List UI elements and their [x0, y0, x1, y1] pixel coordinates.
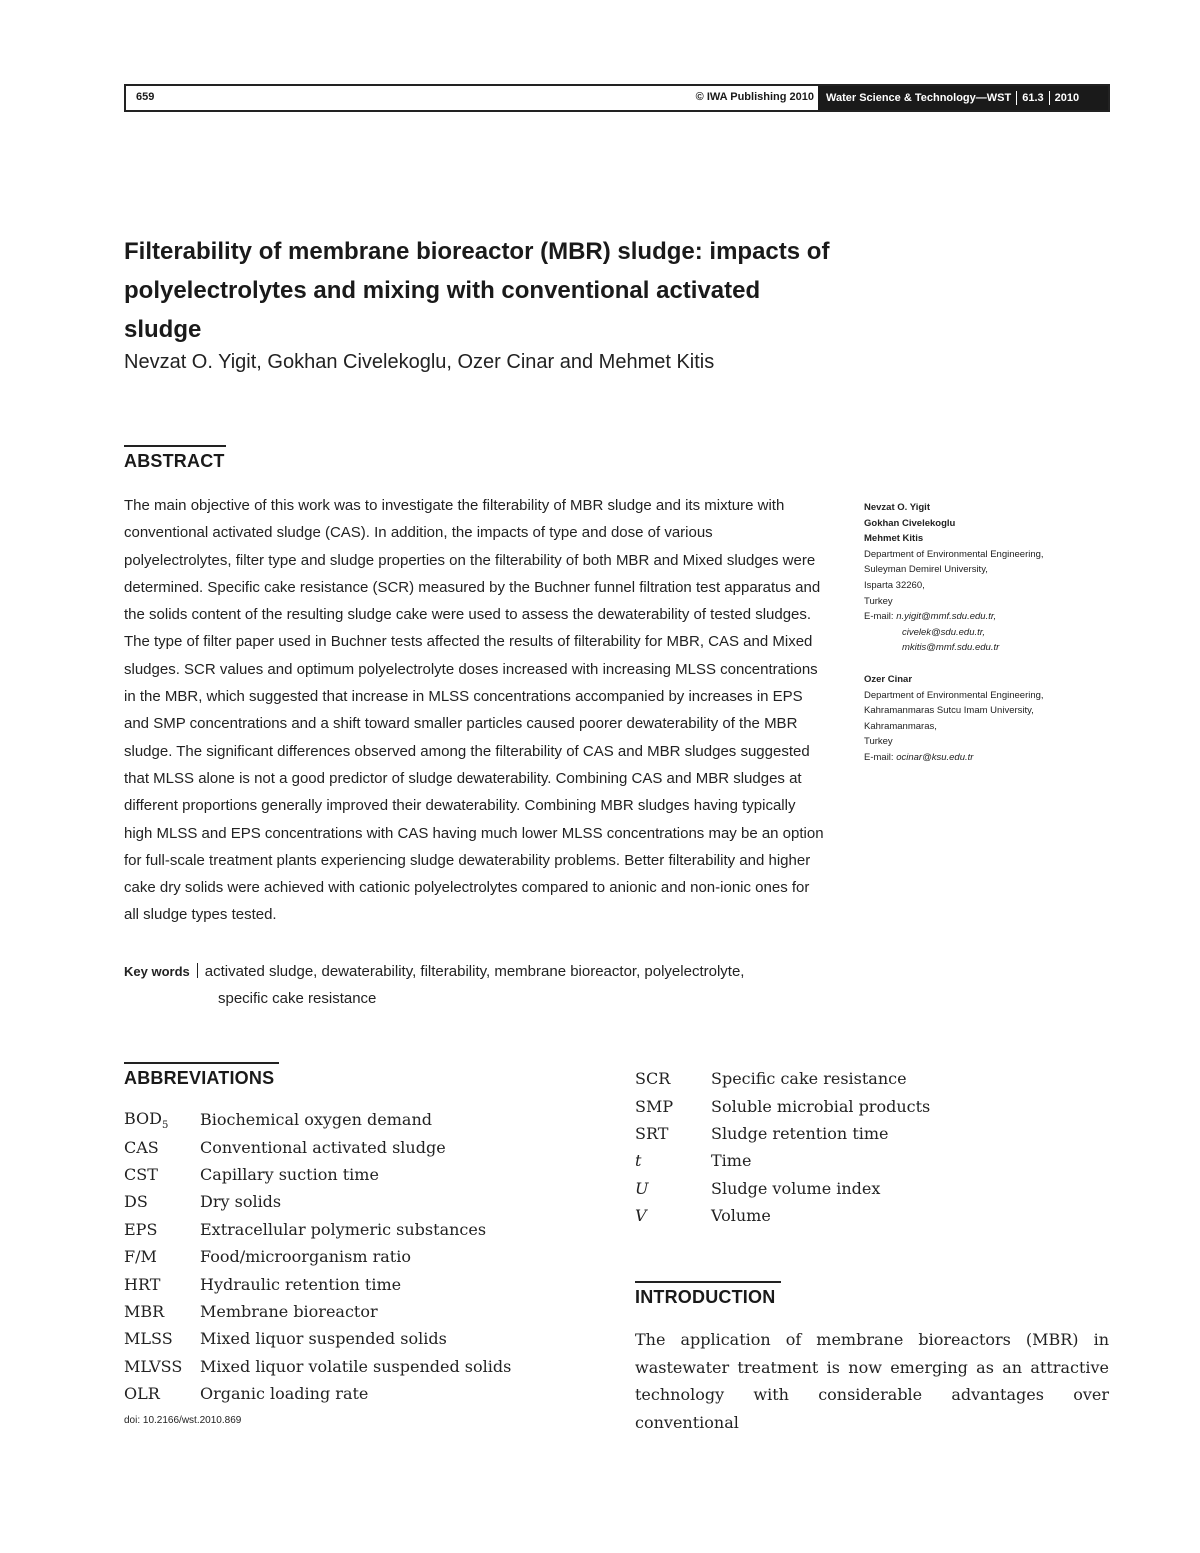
intro-line: technology with considerable advantages over conventional	[635, 1385, 1109, 1432]
abbreviation-definition: Food/microorganism ratio	[200, 1247, 411, 1267]
affiliation-dept: Department of Environmental Engineering,	[864, 548, 1044, 560]
publisher: © IWA Publishing 2010	[695, 91, 814, 103]
abbreviation-term: OLR	[124, 1384, 160, 1404]
abbreviation-definition: Sludge volume index	[711, 1178, 881, 1198]
abbreviation-definition: Membrane bioreactor	[200, 1301, 378, 1321]
affiliation-country: Turkey	[864, 736, 893, 748]
abbreviation-definition: Specific cake resistance	[711, 1069, 907, 1089]
abbreviation-term: SMP	[635, 1096, 674, 1116]
abbreviation-row	[635, 1202, 930, 1229]
abbreviation-row	[124, 1216, 511, 1243]
abbreviation-term: MBR	[124, 1301, 165, 1321]
abbreviation-definition: Mixed liquor volatile suspended solids	[200, 1356, 512, 1376]
abbreviation-row	[635, 1120, 930, 1147]
abbreviation-definition: Capillary suction time	[200, 1164, 379, 1184]
keywords-line-1: activated sludge, dewaterability, filterability, membrane bioreactor, polyelectrolyte,	[204, 963, 745, 980]
article-title: Filterability of membrane bioreactor (MBR) sludge: impacts of polyelectrolytes and mixing with conventional activated sludge	[124, 238, 830, 343]
abbreviation-definition: Sludge retention time	[711, 1123, 889, 1143]
abbreviation-definition: Hydraulic retention time	[200, 1274, 402, 1294]
abbreviation-term: F/M	[124, 1247, 157, 1267]
keywords-label: Key words	[124, 964, 190, 979]
abbreviation-definition: Extracellular polymeric substances	[200, 1219, 487, 1239]
keywords-line-2: specific cake resistance	[218, 990, 377, 1007]
abbreviation-definition: Volume	[711, 1206, 771, 1226]
abbreviation-term: MLVSS	[124, 1356, 183, 1376]
journal-header	[124, 84, 1110, 112]
abbreviation-term: MLSS	[124, 1329, 173, 1349]
page-number: 659	[136, 91, 155, 103]
abbreviation-term: EPS	[124, 1219, 158, 1239]
author-name: Mehmet Kitis	[864, 533, 924, 545]
affiliation-email-row: E-mail: n.yigit@mmf.sdu.edu.tr,	[864, 611, 997, 623]
affiliation-1	[864, 500, 1044, 656]
affiliation-dept: Department of Environmental Engineering,	[864, 689, 1044, 701]
doi: doi: 10.2166/wst.2010.869	[124, 1415, 242, 1426]
abbreviation-row	[124, 1106, 511, 1133]
section-rule	[124, 445, 226, 447]
author-name: Ozer Cinar	[864, 674, 913, 685]
abbreviation-definition: Soluble microbial products	[711, 1096, 931, 1116]
abbreviation-row	[124, 1243, 511, 1270]
abbreviations-heading: ABBREVIATIONS	[124, 1068, 275, 1088]
affiliation-univ: Kahramanmaras Sutcu Imam University,	[864, 705, 1034, 717]
abbreviation-definition: Time	[711, 1151, 752, 1171]
abbreviation-definition: Mixed liquor suspended solids	[200, 1329, 447, 1349]
journal-block	[818, 86, 1108, 110]
journal-year: 2010	[1054, 92, 1080, 104]
affiliation-email-row: E-mail: ocinar@ksu.edu.tr	[864, 751, 974, 763]
abbreviation-row	[635, 1175, 930, 1202]
abbreviation-row	[124, 1380, 511, 1407]
section-rule	[124, 1062, 279, 1064]
abbreviation-row	[124, 1161, 511, 1188]
abbreviation-definition: Organic loading rate	[200, 1384, 369, 1404]
abstract-text: The main objective of this work was to investigate the filterability of MBR sludge and its mixture with conventional activated sludge (CAS). In addition, the impacts of type and dose of various polyelectrolytes, filter type and sludge properties on the filterability of both MBR and Mixed sludges were determined. Specific cake resistance (SCR) measured by the Buchner funnel filtration test apparatus and the solids content of the resulting sludge cake were used to assess the dewaterability of tested sludges. The type of filter paper used in Buchner tests affected the results of filterability for MBR, CAS and Mixed sludges. SCR values and optimum polyelectrolyte doses increased with increasing MLSS concentrations in the MBR, which suggested that increase in MLSS concentrations accompanied by increases in EPS and SMP concentrations and a shift toward smaller particles caused poorer dewaterability of the MBR sludge. The significant differences observed among the filterability of CAS and MBR sludges suggested that MLSS alone is not a good predictor of sludge dewaterability. Combining CAS and MBR sludges at different proportions generally improved their dewaterability. Combining MBR sludges having typically high MLSS and EPS concentrations with CAS having much lower MLSS concentrations may be an option for full-scale treatment plants experiencing sludge dewaterability problems. Better filterability and higher cake dry solids were achieved with cationic polyelectrolytes compared to anionic and non-ionic ones for all sludge types tested.	[124, 497, 824, 924]
email-link[interactable]: civelek@sdu.edu.tr,	[902, 626, 986, 638]
abbreviation-term: $BOD_5$	[124, 1108, 169, 1131]
abbreviation-term: t	[635, 1151, 642, 1171]
abbreviation-list-left	[124, 1106, 511, 1407]
affiliation-univ: Suleyman Demirel University,	[864, 564, 988, 576]
abbreviation-row	[124, 1133, 511, 1160]
email-link[interactable]: ocinar@ksu.edu.tr	[896, 751, 974, 763]
author-name: Gokhan Civelekoglu	[864, 517, 956, 529]
abbreviation-row	[124, 1270, 511, 1297]
abbreviation-term: DS	[124, 1192, 148, 1212]
abbreviation-row	[124, 1325, 511, 1352]
abbreviation-definition: Dry solids	[200, 1192, 282, 1212]
abbreviation-row	[635, 1065, 930, 1092]
journal-volume: 61.3	[1022, 92, 1044, 104]
author-name: Nevzat O. Yigit	[864, 502, 930, 513]
abbreviation-term: U	[635, 1178, 649, 1198]
affiliation-city: Kahramanmaras,	[864, 720, 937, 732]
intro-line: wastewater treatment is now emerging as an attractive	[635, 1357, 1109, 1377]
introduction-heading: INTRODUCTION	[635, 1287, 776, 1307]
intro-line: The application of membrane bioreactors (MBR) in	[635, 1330, 1109, 1349]
email-link[interactable]: mkitis@mmf.sdu.edu.tr	[902, 642, 1000, 654]
abbreviation-term: CAS	[124, 1137, 159, 1157]
article-authors: Nevzat O. Yigit, Gokhan Civelekoglu, Ozer Cinar and Mehmet Kitis	[124, 351, 715, 373]
abbreviation-definition: Biochemical oxygen demand	[200, 1110, 432, 1130]
abbreviation-row	[635, 1092, 930, 1119]
affiliation-country: Turkey	[864, 595, 893, 607]
keywords	[124, 958, 824, 985]
abbreviation-definition: Conventional activated sludge	[200, 1137, 446, 1157]
abbreviation-list-right	[635, 1065, 930, 1229]
introduction-text	[635, 1326, 1109, 1436]
abbreviation-row	[124, 1298, 511, 1325]
abbreviation-row	[124, 1353, 511, 1380]
abbreviation-term: SRT	[635, 1123, 669, 1143]
abbreviation-term: HRT	[124, 1274, 161, 1294]
abbreviation-term: SCR	[635, 1069, 671, 1089]
abbreviation-term: CST	[124, 1164, 158, 1184]
email-link[interactable]: n.yigit@mmf.sdu.edu.tr,	[896, 611, 997, 623]
journal-name: Water Science & Technology—WST	[826, 92, 1012, 104]
abbreviation-term: V	[635, 1206, 647, 1226]
section-rule	[635, 1281, 781, 1283]
affiliation-city: Isparta 32260,	[864, 579, 925, 591]
abbreviation-row	[635, 1147, 930, 1174]
abstract-heading: ABSTRACT	[124, 451, 225, 471]
affiliation-2	[864, 672, 1044, 766]
abbreviation-row	[124, 1188, 511, 1215]
